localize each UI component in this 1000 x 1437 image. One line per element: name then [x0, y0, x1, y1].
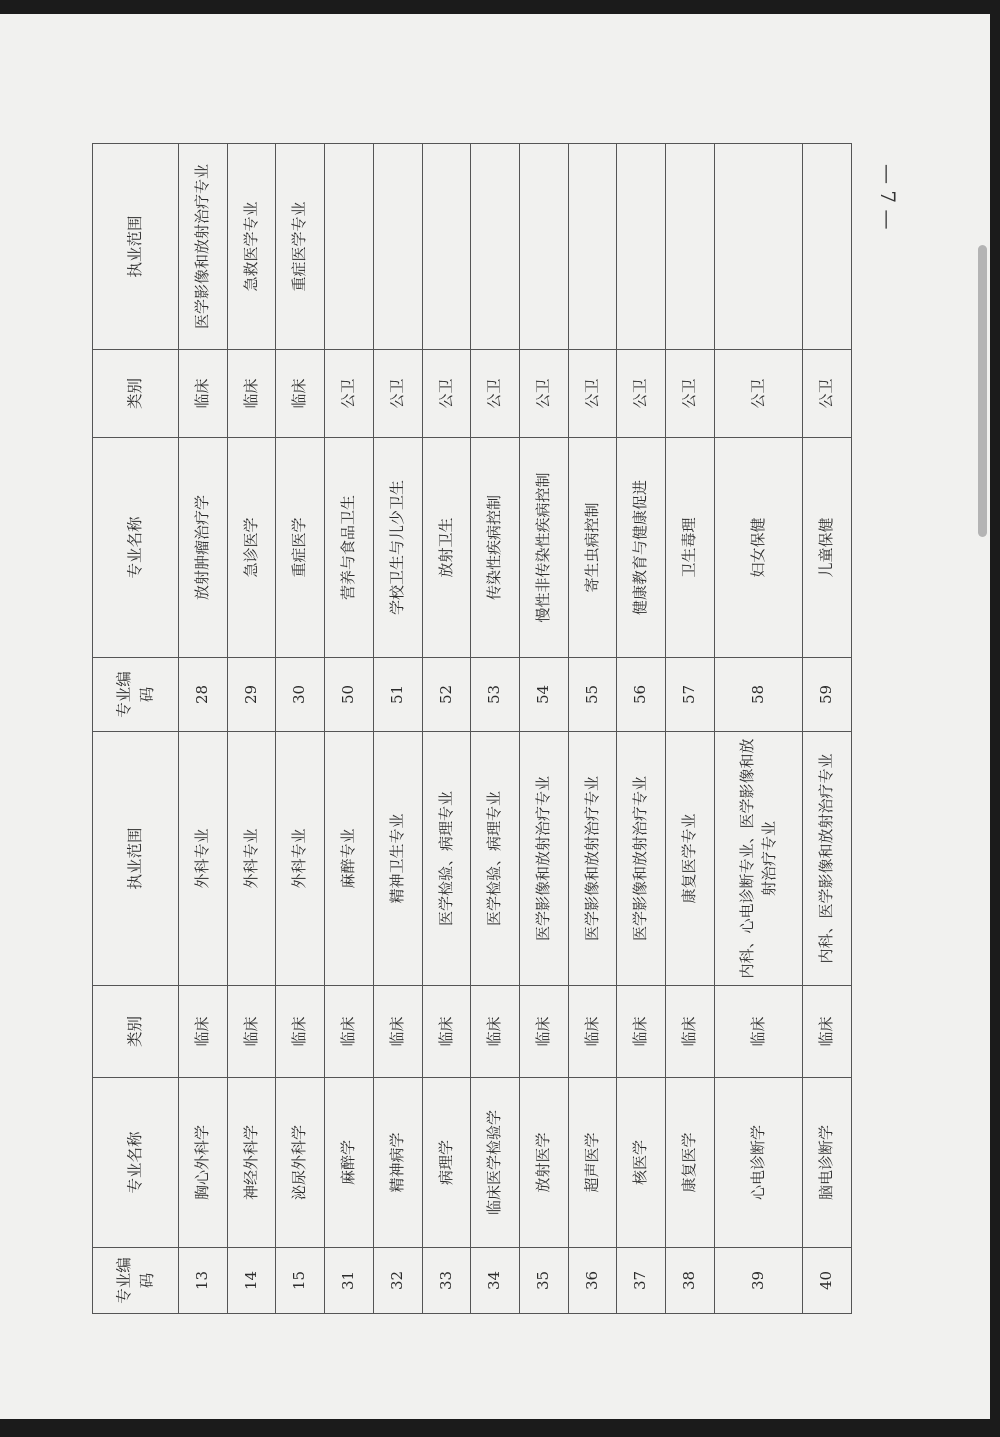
table-row: [666, 144, 715, 1314]
table-cell: [803, 144, 852, 350]
table-row: [325, 144, 374, 1314]
table-row: [373, 144, 422, 1314]
table-cell: 学校卫生与儿少卫生: [373, 438, 422, 658]
table-cell: 35: [520, 1248, 569, 1314]
table-cell: 58: [714, 658, 802, 732]
table-cell: 超声医学: [568, 1078, 617, 1248]
table-cell: [714, 144, 802, 350]
document-page: [0, 14, 990, 1419]
table-cell: 精神病学: [373, 1078, 422, 1248]
table-cell: [325, 144, 374, 350]
table-cell: 公卫: [422, 350, 471, 438]
table-cell: 15: [276, 1248, 325, 1314]
table-cell: 慢性非传染性疾病控制: [520, 438, 569, 658]
table-cell: 33: [422, 1248, 471, 1314]
table-cell: 放射卫生: [422, 438, 471, 658]
table-cell: 脑电诊断学: [803, 1078, 852, 1248]
table-cell: 内科、医学影像和放射治疗专业: [803, 732, 852, 986]
table-cell: 医学影像和放射治疗专业: [568, 732, 617, 986]
table-cell: [568, 144, 617, 350]
table-cell: 临床: [276, 350, 325, 438]
table-cell: 55: [568, 658, 617, 732]
table-cell: 30: [276, 658, 325, 732]
table-cell: 急诊医学: [227, 438, 276, 658]
table-row: [520, 144, 569, 1314]
column-header: 执业范围: [93, 732, 179, 986]
table-cell: [422, 144, 471, 350]
table-cell: 外科专业: [227, 732, 276, 986]
table-cell: 36: [568, 1248, 617, 1314]
table-cell: 寄生虫病控制: [568, 438, 617, 658]
table-cell: [520, 144, 569, 350]
table-cell: 外科专业: [179, 732, 228, 986]
table-cell: 52: [422, 658, 471, 732]
table-cell: 营养与食品卫生: [325, 438, 374, 658]
table-cell: 公卫: [471, 350, 520, 438]
table-row: [471, 144, 520, 1314]
table-cell: 医学检验、病理专业: [422, 732, 471, 986]
table-row: [227, 144, 276, 1314]
table-cell: 公卫: [617, 350, 666, 438]
specialty-table: [92, 143, 852, 1314]
table-header-row: [93, 144, 179, 1314]
table-cell: [666, 144, 715, 350]
table-cell: 传染性疾病控制: [471, 438, 520, 658]
table-cell: 公卫: [803, 350, 852, 438]
table-cell: 麻醉专业: [325, 732, 374, 986]
table-cell: 外科专业: [276, 732, 325, 986]
table-row: [422, 144, 471, 1314]
column-header: 类别: [93, 350, 179, 438]
column-header: 专业名称: [93, 438, 179, 658]
table-cell: 临床: [520, 986, 569, 1078]
table-cell: 临床医学检验学: [471, 1078, 520, 1248]
table-cell: 临床: [666, 986, 715, 1078]
table-cell: [617, 144, 666, 350]
table-cell: 公卫: [373, 350, 422, 438]
column-header: 专业编码: [93, 658, 179, 732]
table-cell: 56: [617, 658, 666, 732]
table-cell: 病理学: [422, 1078, 471, 1248]
table-cell: 临床: [227, 986, 276, 1078]
table-cell: 临床: [471, 986, 520, 1078]
table-cell: 临床: [373, 986, 422, 1078]
table-cell: 57: [666, 658, 715, 732]
table-cell: [373, 144, 422, 350]
table-cell: 54: [520, 658, 569, 732]
table-cell: 健康教育与健康促进: [617, 438, 666, 658]
table-cell: 29: [227, 658, 276, 732]
table-holder: [92, 144, 852, 1314]
table-cell: 精神卫生专业: [373, 732, 422, 986]
table-cell: 公卫: [520, 350, 569, 438]
table-cell: 临床: [179, 350, 228, 438]
column-header: 专业名称: [93, 1078, 179, 1248]
table-cell: 59: [803, 658, 852, 732]
table-cell: 放射医学: [520, 1078, 569, 1248]
page-number: — 7 —: [876, 164, 900, 230]
table-cell: 34: [471, 1248, 520, 1314]
table-cell: 康复医学专业: [666, 732, 715, 986]
vertical-scrollbar[interactable]: [978, 245, 987, 537]
table-cell: 内科、心电诊断专业、医学影像和放射治疗专业: [714, 732, 802, 986]
table-cell: 康复医学: [666, 1078, 715, 1248]
table-cell: 神经外科学: [227, 1078, 276, 1248]
table-cell: 医学影像和放射治疗专业: [520, 732, 569, 986]
table-cell: 50: [325, 658, 374, 732]
table-cell: 麻醉学: [325, 1078, 374, 1248]
table-cell: 临床: [617, 986, 666, 1078]
table-cell: 14: [227, 1248, 276, 1314]
table-cell: 放射肿瘤治疗学: [179, 438, 228, 658]
table-cell: 公卫: [714, 350, 802, 438]
table-cell: 40: [803, 1248, 852, 1314]
column-header: 专业编码: [93, 1248, 179, 1314]
table-cell: 51: [373, 658, 422, 732]
table-cell: 儿童保健: [803, 438, 852, 658]
table-cell: 临床: [325, 986, 374, 1078]
table-cell: 公卫: [666, 350, 715, 438]
table-row: [617, 144, 666, 1314]
table-cell: 39: [714, 1248, 802, 1314]
table-cell: 临床: [276, 986, 325, 1078]
table-cell: 32: [373, 1248, 422, 1314]
table-cell: 53: [471, 658, 520, 732]
table-cell: 临床: [714, 986, 802, 1078]
table-cell: 急救医学专业: [227, 144, 276, 350]
table-row: [714, 144, 802, 1314]
table-cell: 医学影像和放射治疗专业: [179, 144, 228, 350]
column-header: 类别: [93, 986, 179, 1078]
table-cell: 37: [617, 1248, 666, 1314]
table-cell: 卫生毒理: [666, 438, 715, 658]
table-cell: 重症医学: [276, 438, 325, 658]
table-cell: 泌尿外科学: [276, 1078, 325, 1248]
table-cell: 核医学: [617, 1078, 666, 1248]
table-cell: 医学检验、病理专业: [471, 732, 520, 986]
column-header: 执业范围: [93, 144, 179, 350]
table-cell: 13: [179, 1248, 228, 1314]
table-cell: 临床: [227, 350, 276, 438]
table-cell: 31: [325, 1248, 374, 1314]
table-cell: 心电诊断学: [714, 1078, 802, 1248]
table-cell: 胸心外科学: [179, 1078, 228, 1248]
table-cell: 临床: [803, 986, 852, 1078]
table-row: [276, 144, 325, 1314]
table-cell: 医学影像和放射治疗专业: [617, 732, 666, 986]
table-cell: 重症医学专业: [276, 144, 325, 350]
table-row: [803, 144, 852, 1314]
table-row: [179, 144, 228, 1314]
rotated-table-wrapper: [92, 144, 852, 1314]
table-cell: [471, 144, 520, 350]
table-body: [179, 144, 852, 1314]
table-cell: 公卫: [325, 350, 374, 438]
table-cell: 临床: [422, 986, 471, 1078]
table-cell: 28: [179, 658, 228, 732]
table-cell: 临床: [568, 986, 617, 1078]
table-cell: 公卫: [568, 350, 617, 438]
table-cell: 妇女保健: [714, 438, 802, 658]
table-row: [568, 144, 617, 1314]
table-cell: 临床: [179, 986, 228, 1078]
table-cell: 38: [666, 1248, 715, 1314]
